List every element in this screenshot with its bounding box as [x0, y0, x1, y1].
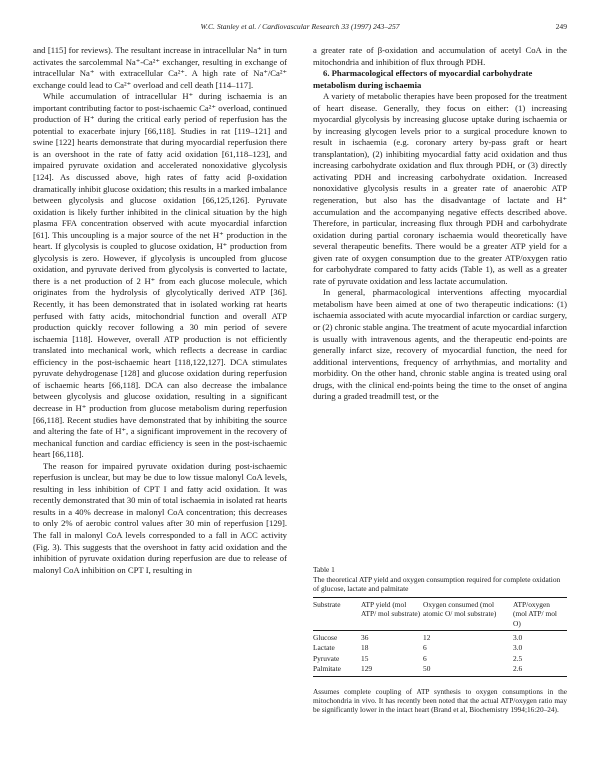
table-cell: 6 [423, 643, 427, 653]
right-column [313, 45, 567, 403]
table-header-row [313, 597, 567, 630]
table-row [313, 653, 567, 663]
running-title: W.C. Stanley et al. / Cardiovascular Research 33 (1997) 243–257 [200, 22, 400, 31]
body-paragraph: and [115] for reviews). The resultant increase in intracellular Na⁺ in turn activates the sarcolemmal Na⁺-Ca²⁺ exchanger, resulting in exchange of intracellular Na⁺ with extracellular Ca²⁺. A high rate of Na⁺/Ca²⁺ exchange could lead to Ca²⁺ overload and cell death [114–117]. [33, 45, 287, 90]
table-cell: 15 [361, 653, 369, 663]
section-heading: 6. Pharmacological effectors of myocardial carbohydrate metabolism during ischaemia [313, 68, 533, 90]
table-block [313, 565, 567, 715]
table-caption: The theoretical ATP yield and oxygen consumption required for complete oxidation of glucose, lactate and palmitate [313, 574, 561, 594]
table-cell: 50 [423, 664, 431, 674]
table-cell: Palmitate [313, 664, 341, 674]
left-column [33, 45, 287, 576]
table-cell: 3.0 [513, 633, 523, 642]
table-row [313, 631, 567, 643]
column-header: ATP/oxygen (mol ATP/ mol O) [513, 597, 567, 630]
table-cell: 6 [423, 653, 427, 663]
column-header: Oxygen consumed (mol atomic O/ mol substrate) [423, 597, 513, 630]
table-cell: 18 [361, 643, 369, 653]
table-cell: Glucose [313, 633, 338, 642]
table-row [313, 642, 567, 652]
table-cell: 2.5 [513, 653, 523, 663]
table-row [313, 663, 567, 676]
body-paragraph: While accumulation of intracellular H⁺ during ischaemia is an important contributing factor to post-ischaemic Ca²⁺ overload, continued production of H⁺ during the critical early period of reperfusion has the potential to exacerbate injury [66,118]. Studies in rat [119–121] and swine [122] hearts demonstrate that during myocardial reperfusion there is an overshoot in the rate of fatty acid oxidation [61,118–123], and impaired pyruvate oxidation and accelerated nonoxidative glycolysis [124]. As discussed above, high rates of fatty acid β-oxidation dramatically inhibit glucose oxidation; this results in a marked imbalance between glycolysis and glucose oxidation [66,125,126]. Pyruvate oxidation is likely further inhibited in the clinical situation by the high plasma FFA concentration observed with acute myocardial infarction [61]. This uncoupling is a major source of the net H⁺ production in the heart. If glycolysis is coupled to glucose oxidation, H⁺ production from glycolysis is zero. However, if glycolysis is uncoupled from glucose oxidation, and pyruvate derived from glycolysis is converted to lactate, there is a net production of 2 H⁺ from each glucose molecule, which originates from the hydrolysis of glycolytically derived ATP [36]. Recently, it has been demonstrated that in isolated working rat hearts perfused with fatty acids, mitochondrial function and overall ATP production quickly recover following a 30 min period of severe ischaemia [118]. However, overall ATP production is not efficiently translated into mechanical work, which reflects a decrease in cardiac efficiency in the post-ischaemic heart [118,122,127]. DCA stimulates pyruvate dehydrogenase [128] and glucose oxidation during reperfusion of ischaemic hearts [66,118]. DCA can also decrease the imbalance between glycolysis and glucose oxidation, resulting in a significant decrease in H⁺ production from glucose metabolism during reperfusion [66,118]. Recent studies have demonstrated that by inhibiting the source and altering the fate of H⁺, a significant improvement in the recovery of mechanical function and cardiac efficiency is seen in the post-ischaemic heart [66,118]. [33, 91, 287, 460]
table-cell: 12 [423, 633, 431, 642]
table-cell: 3.0 [513, 643, 523, 653]
body-paragraph: In general, pharmacological interventions affecting myocardial metabolism have been aimed at one of two therapeutic indications: (1) ischaemia associated with acute myocardial infarction or cardiac surgery, or (2) chronic stable angina. The treatment of acute myocardial infarction is usually with intravenous agents, and the therapeutic end-points are generally infarct size, recovery of myocardial function, the need for additional interventions, frequency of arrhythmias, and mortality and morbidity. On the other hand, chronic stable angina is treated using oral drugs, with the clinical end-points being the time to the onset of angina during a graded treadmill test, or the [313, 287, 567, 402]
body-paragraph: The reason for impaired pyruvate oxidation during post-ischaemic reperfusion is unclear, but may be due to low tissue malonyl CoA levels, resulting in less inhibition of CPT I and fatty acid oxidation. It was recently demonstrated that 30 min of total ischaemia in isolated rat hearts results in a 40% decrease in malonyl CoA concentration; this decreases to only 2% of aerobic control values after 30 min of reperfusion [129]. The fall in malonyl CoA levels corresponded to a fall in ACC activity (Fig. 3). This suggests that the overshoot in fatty acid oxidation and the inhibition of pyruvate oxidation during reperfusion are due to release of malonyl CoA inhibition on CPT I, resulting in [33, 460, 287, 575]
page-number: 249 [555, 22, 567, 31]
table-cell: 2.6 [513, 664, 523, 674]
table-footnote: Assumes complete coupling of ATP synthesis to oxygen consumptions in the mitochondria in vivo. It has recently been noted that the actual ATP/oxygen ratio may be significantly lower in the intact heart (Brand et al, Biochemistry 1994;16:20–24). [313, 686, 567, 715]
column-header: Substrate [313, 597, 361, 630]
body-paragraph: A variety of metabolic therapies have been proposed for the treatment of heart disease. Generally, they focus on either: (1) increasing myocardial glycolysis by increasing glucose uptake during ischaemia or by increasing glycogen levels prior to a surgical procedure known to result in ischaemia (e.g. coronary artery by-pass graft or heart transplantation), (2) inhibiting myocardial fatty acid oxidation and thus increasing carbohydrate oxidation and flux through PDH, or (3) directly activating PDH and increasing carbohydrate oxidation. Increased nonoxidative glycolysis results in a greater rate of anaerobic ATP regeneration, but also has the disadvantage of lactate and H⁺ accumulation and the accompanying negative effects described above. Therefore, in particular, increasing flux through PDH and carbohydrate oxidation during partial coronary ischaemia would theoretically have several therapeutic benefits. There would be a greater ATP yield for a given rate of oxygen consumption due to the greater ATP/oxygen ratio for carbohydrate compared to fatty acids (Table 1), as well as a greater rate of pyruvate oxidation and less lactate accumulation. [313, 91, 567, 286]
table-cell: 36 [361, 633, 369, 642]
column-header: ATP yield (mol ATP/ mol substrate) [361, 597, 423, 630]
table-cell: Pyruvate [313, 653, 340, 663]
data-table [313, 597, 567, 677]
running-header [33, 22, 567, 34]
table-cell: 129 [361, 664, 373, 674]
table-cell: Lactate [313, 643, 335, 653]
body-paragraph-continued: a greater rate of β-oxidation and accumulation of acetyl CoA in the mitochondria and inhibition of flux through PDH. [313, 45, 567, 67]
table-label: Table 1 [313, 565, 335, 574]
